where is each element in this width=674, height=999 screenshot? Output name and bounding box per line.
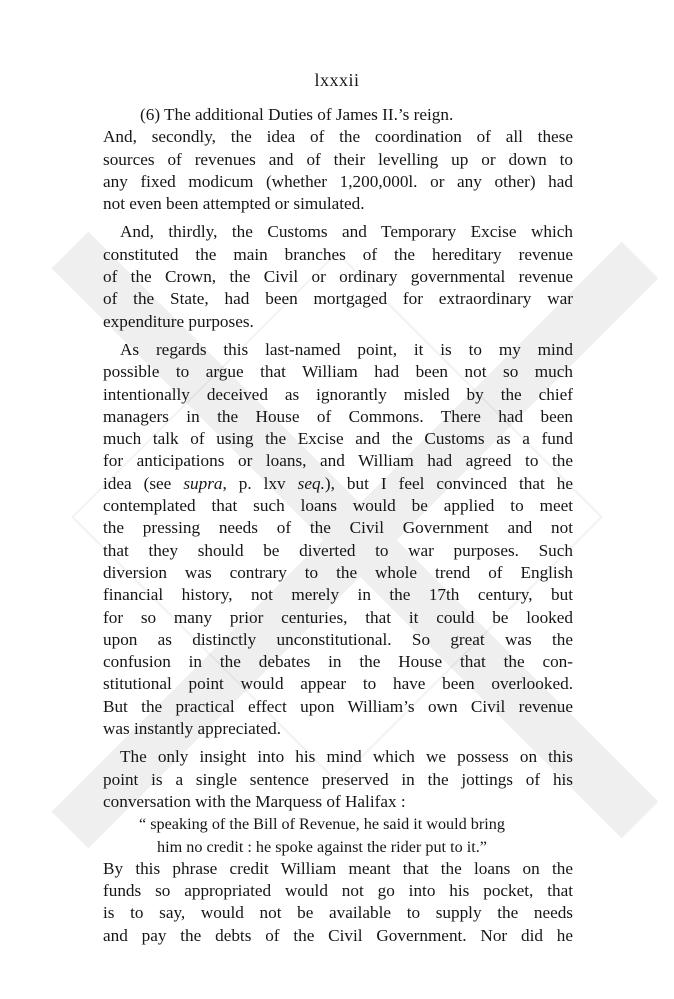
text-line: sources of revenues and of their levelling up or down to [103, 149, 573, 169]
text-line: funds so appropriated would not go into his pocket, that [103, 881, 573, 901]
text-line: By this phrase credit William meant that the loans on the [103, 858, 573, 878]
text-line: And, secondly, the idea of the coordination of all these [103, 127, 573, 147]
text-line: the pressing needs of the Civil Government and not [103, 518, 573, 538]
text-line: upon as distinctly unconstitutional. So great was the [103, 629, 573, 649]
page-number: lxxxii [314, 70, 360, 90]
text-line: of the State, had been mortgaged for extraordinary war [103, 289, 573, 309]
text-line: much talk of using the Excise and the Customs as a fund [103, 429, 573, 449]
text-line: for so many prior centuries, that it could be looked [103, 607, 573, 627]
text-line: point is a single sentence preserved in the jottings of his [103, 769, 573, 789]
body-text [103, 104, 573, 947]
text-line: not even been attempted or simulated. [103, 194, 365, 214]
text-line: that they should be diverted to war purposes. Such [103, 540, 573, 560]
text-line: and pay the debts of the Civil Government. Nor did he [103, 925, 573, 945]
text-line: But the practical effect upon William’s own Civil revenue [103, 696, 573, 716]
list-item-heading: (6) The additional Duties of James II.’s reign. [140, 105, 454, 124]
quotation-line: “ speaking of the Bill of Revenue, he said it would bring [139, 815, 505, 834]
text-line: possible to argue that William had been not so much [103, 362, 573, 382]
italic-term: seq. [297, 473, 325, 493]
paragraph-start: And, thirdly, the Customs and Temporary Excise which [120, 222, 573, 242]
text-line: contemplated that such loans would be applied to meet [103, 496, 573, 516]
text-line: managers in the House of Commons. There had been [103, 406, 573, 426]
text-line: for anticipations or loans, and William had agreed to the [103, 451, 573, 471]
text-line: of the Crown, the Civil or ordinary governmental revenue [103, 267, 573, 287]
italic-term: supra [183, 473, 223, 493]
quotation-line: him no credit : he spoke against the rider put to it.” [157, 837, 487, 856]
text-line: is to say, would not be available to supply the needs [103, 903, 573, 923]
text-line: diversion was contrary to the whole trend of English [103, 562, 573, 582]
text-line-with-italics: idea (see supra, p. lxv seq.), but I feel convinced that he [103, 473, 573, 493]
text-line: intentionally deceived as ignorantly misled by the chief [103, 384, 573, 404]
text-line: stitutional point would appear to have been overlooked. [103, 674, 573, 694]
text-line: constituted the main branches of the hereditary revenue [103, 244, 573, 264]
text-line: conversation with the Marquess of Halifax : [103, 791, 406, 811]
text-line: financial history, not merely in the 17th century, but [103, 585, 573, 605]
text-line: expenditure purposes. [103, 311, 254, 331]
text-line: was instantly appreciated. [103, 719, 282, 739]
paragraph-start: As regards this last-named point, it is to my mind [120, 339, 573, 359]
paragraph-start: The only insight into his mind which we possess on this [120, 747, 573, 767]
text-line: any fixed modicum (whether 1,200,000l. or any other) had [103, 171, 573, 191]
text-line: confusion in the debates in the House that the con- [103, 652, 573, 672]
